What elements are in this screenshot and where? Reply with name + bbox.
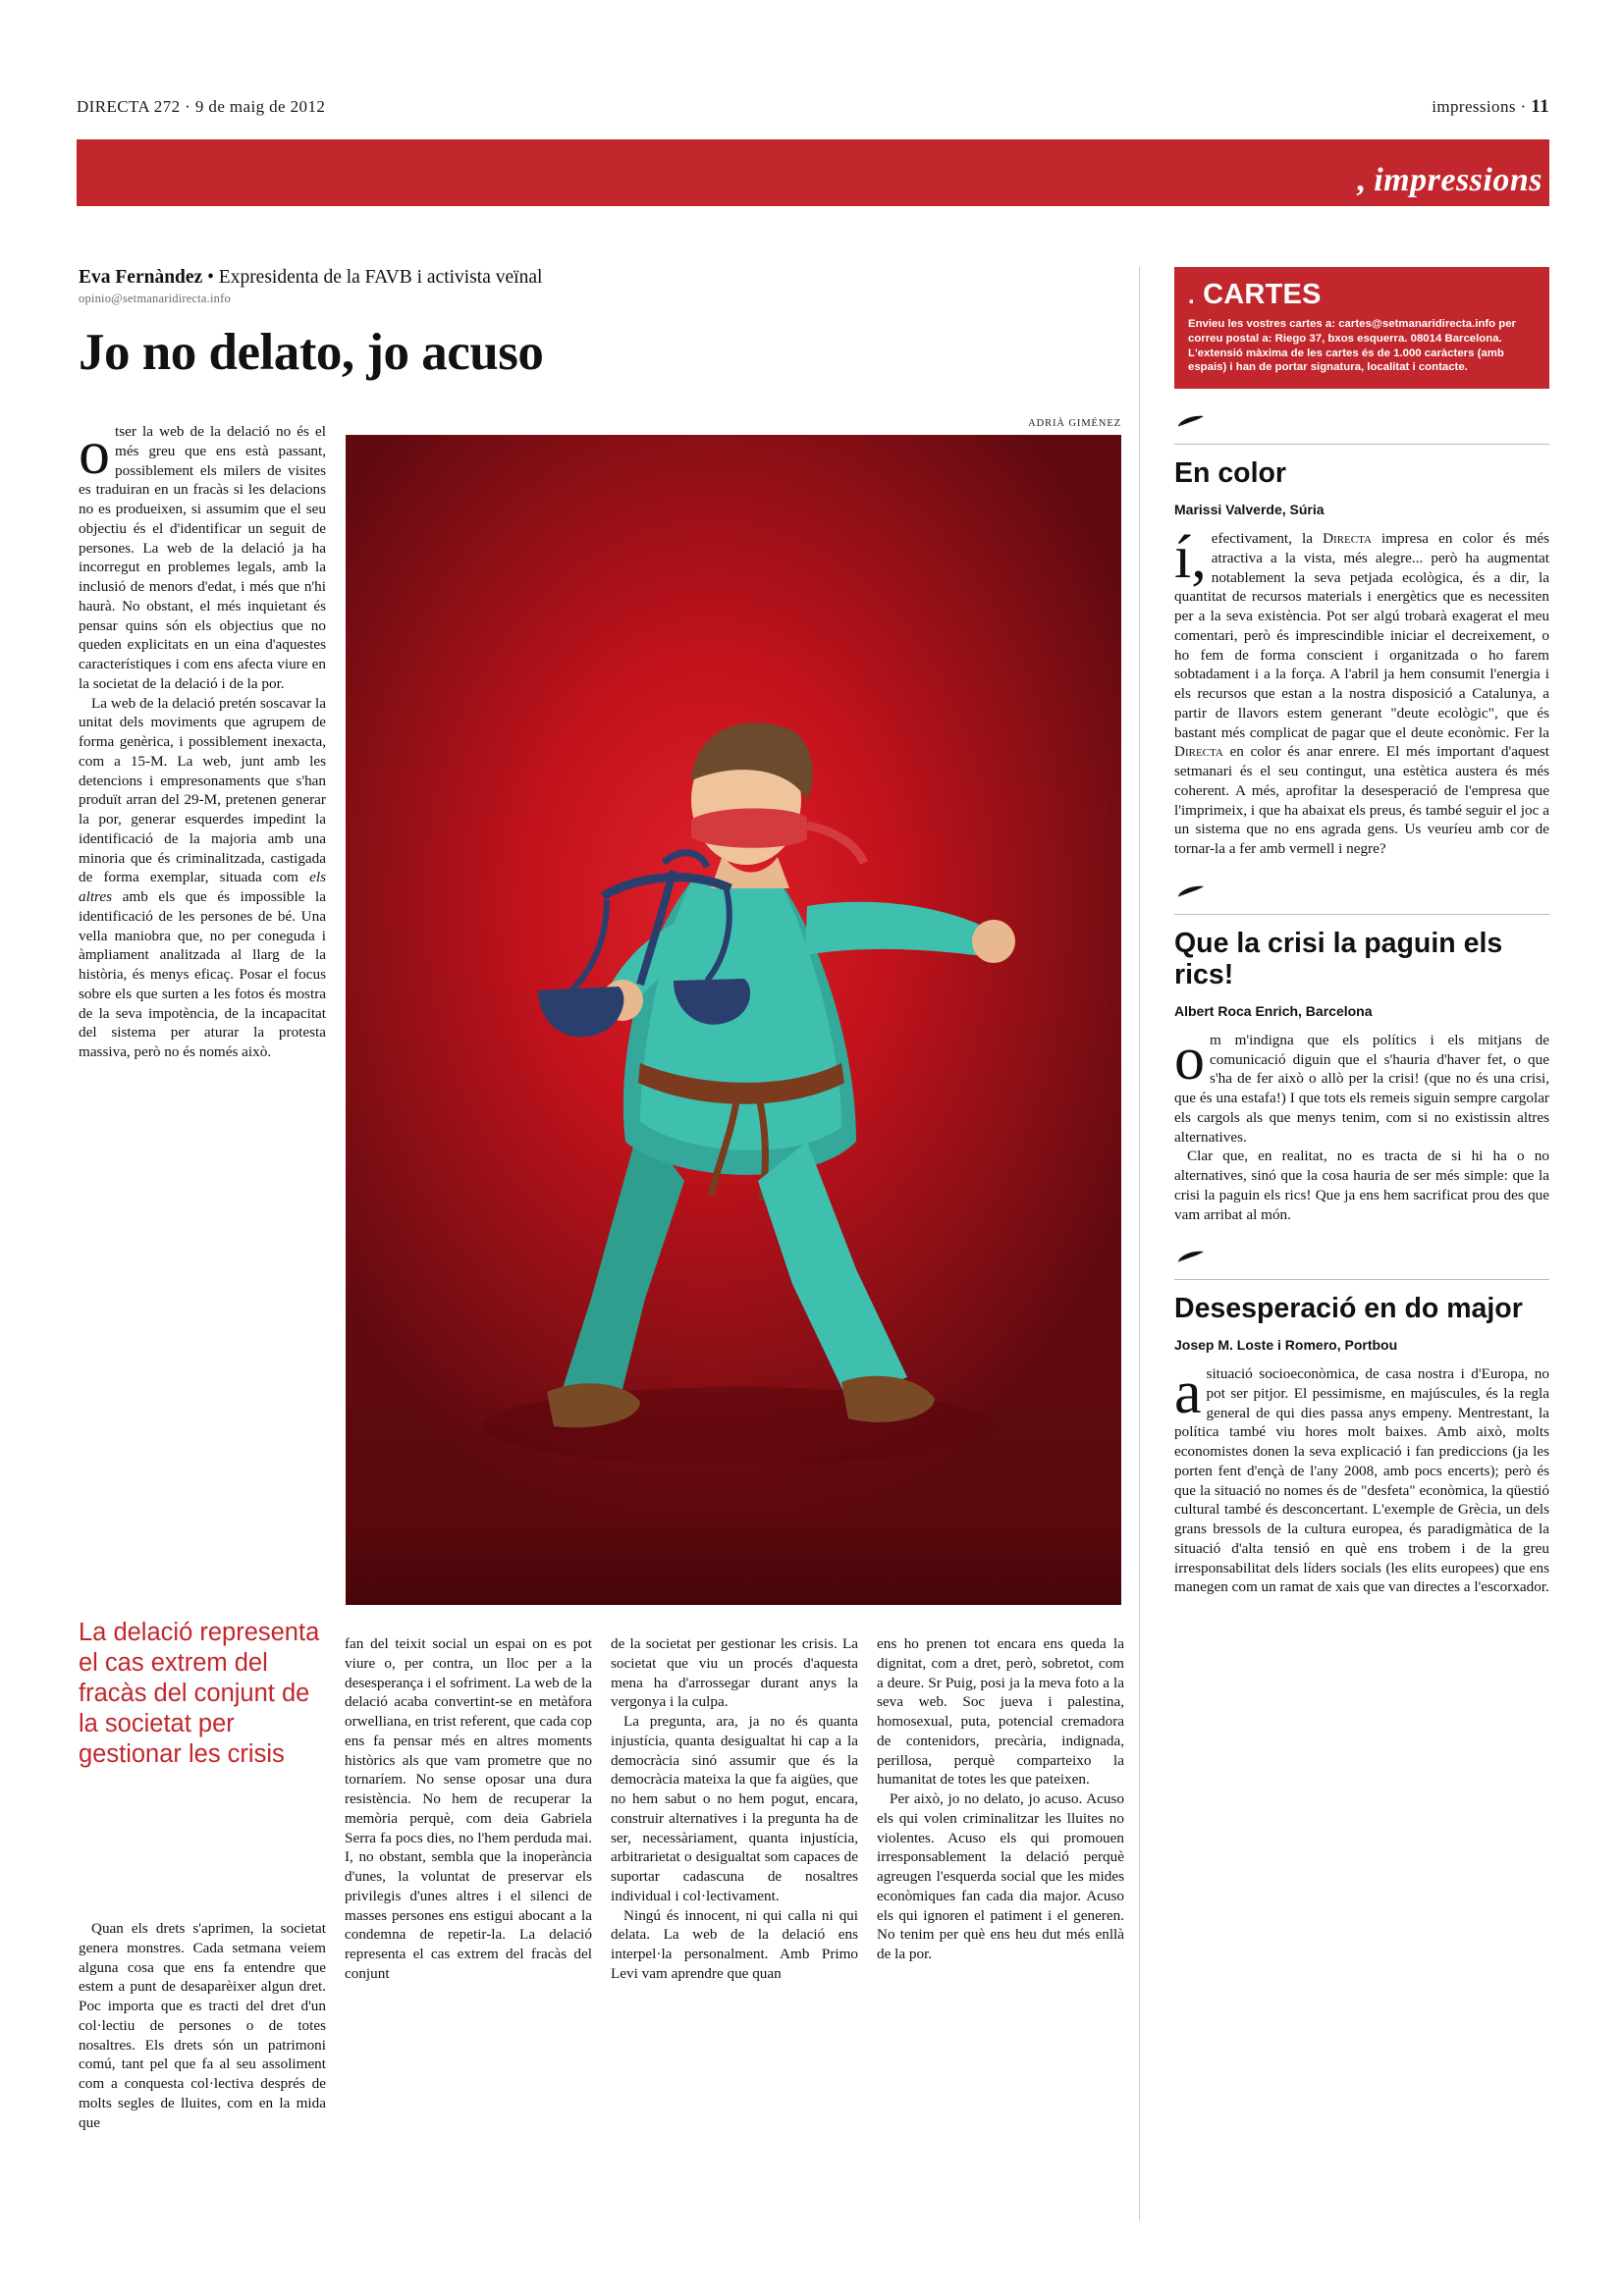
- masthead-separator: ·: [1520, 97, 1532, 116]
- letter-title: En color: [1174, 457, 1287, 490]
- letter-entry: [1174, 1250, 1549, 1597]
- article-column-1: [79, 417, 327, 1062]
- cartes-instructions: Envieu les vostres cartes a: cartes@setmanaridirecta.info per correu postal a: Riego 37, bxos esquerra. 08014 Barcelona. L'extensió màxima de les cartes és de 1.000 caràcters (amb espais) i han de portar signatura, localitat i contacte.: [1188, 318, 1516, 374]
- author-name: Eva Fernàndez: [79, 267, 203, 288]
- article-paragraph: ens ho prenen tot encara ens queda la dignitat, com a dret, però, sobretot, com a deure. Sr Puig, posi ja la meva foto a la seva web. Soc jueva i palestina, homosexual, puta, potencial cremadora de contenidors, precària, indignada, perillosa, perquè comparteixo la humanitat de totes les que pateixen.: [877, 1635, 1124, 1789]
- letters-rail: [1174, 267, 1549, 1597]
- letter-paragraph: [1174, 524, 1550, 859]
- photo-frame: [346, 435, 1121, 1605]
- article-paragraph: Per això, jo no delato, jo acuso. Acuso els qui volen criminalitzar les lluites no violentes. Acuso els qui promouen irresponsablement la delació perquè agreugen l'esquerda social que les mides econòmiques fan cada dia major. Acuso els qui ignoren el patiment i el generen. No tenim per què ens heu dut més enllà de la por.: [877, 1790, 1124, 1962]
- masthead-section-page: [1432, 96, 1549, 118]
- masthead: [77, 96, 1549, 118]
- letter-text: impresa en color és més atractiva a la vista, més alegre... però ha augmentat notablement la seva petjada ecològica, és a dir, la quantitat de recursos materials i energètics que es necessiten per a la seva existència. Pot ser algú trobarà exagerat el meu comentari, però és imprescindible iniciar el decreixement, o ho fem de forma conscient i organitzada o ho farem sobtadament i a la força. A l'abril ja hem consumit l'energia i els recursos que estan a la nostra disposició a Catalunya, a partir de llavors estem generant "deute ecològic", que és bastant més complicat de pagar que el deute econòmic. Fer la: [1174, 530, 1550, 741]
- article-paragraph: La pregunta, ara, ja no és quanta injustícia, quanta desigualtat hi cap a la democràcia sinó assumir que és la democràcia mateixa la que fa aigües, que no hem sabut o no hem pogut, encara, construir alternatives i la pregunta ha de ser, necessàriament, quanta injustícia, arbitrarietat o desigualtat som capaces de suportar cadascuna de nosaltres individual i col·lectivament.: [611, 1713, 858, 1904]
- column-divider: [1139, 267, 1140, 2220]
- article-emphasis: els altres: [79, 869, 326, 905]
- author-role: • Expresidenta de la FAVB i activista veïnal: [207, 267, 543, 288]
- letter-paragraph: Clar que, en realitat, no es tracta de si hi ha o no alternatives, sinó que la cosa hauria de ser més simple: que la crisi la paguin els rics! Que ja ens hem sacrificat prou des que vam arribat al món.: [1174, 1148, 1549, 1223]
- cartes-title: [1188, 279, 1536, 311]
- letter-title: Desesperació en do major: [1174, 1293, 1523, 1325]
- letter-text: en color és anar enrere. El més important d'aquest setmanari és el seu contingut, una estètica austera és més coherent. A més, aprofitar la desesperació de l'empresa que l'imprimeix, i que ha abaixat els preus, és també seguir el joc a un sistema que no ens agrada gens. Us veuríeu amb cor de tornar-la a fer amb vermell i negre?: [1174, 743, 1549, 858]
- letter-entry: [1174, 414, 1549, 859]
- dot-mark: .: [1188, 283, 1195, 309]
- page-number: 11: [1531, 96, 1549, 117]
- justice-figure-illustration: [346, 435, 1121, 1605]
- letter-entry: [1174, 884, 1549, 1224]
- masthead-issue: DIRECTA 272 · 9 de maig de 2012: [77, 97, 326, 116]
- article-paragraph-text: La web de la delació pretén soscavar la unitat dels moviments que agrupem de forma genèrica, i possiblement inexacta, com a 15-M. La web, junt amb les detencions i empresonaments que s'han produït arran del 29-M, pretenen generar la por, generar esquerdes impedint la identificació de la majoria amb una minoria que és criminalitzada, castigada de forma exemplar, situada com: [79, 694, 326, 886]
- letter-divider: [1174, 1279, 1549, 1280]
- section-banner-text: impressions: [1374, 162, 1542, 198]
- letter-body: [1174, 524, 1550, 859]
- letter-signature: Marissi Valverde, Súria: [1174, 502, 1325, 518]
- photo-credit: ADRIÀ GIMÉNEZ: [1028, 418, 1121, 429]
- article-paragraph: Quan els drets s'aprimen, la societat genera monstres. Cada setmana veiem alguna cosa que ens fa entendre que estem a punt de desaparèixer algun dret. Poc importa que es tracti del dret d'un col·lectiu de persones o de totes nosaltres. Els drets són un patrimoni comú, tant pel que fa al seu assoliment com a conquesta col·lectiva després de molts segles de lluites, com en la mida que: [79, 1920, 326, 2131]
- article-paragraph: [79, 694, 326, 1062]
- article-headline: Jo no delato, jo acuso: [79, 324, 544, 381]
- byline: [79, 267, 1124, 289]
- masthead-section: impressions: [1432, 97, 1516, 116]
- letter-signature: Albert Roca Enrich, Barcelona: [1174, 1002, 1373, 1019]
- article-paragraph: de la societat per gestionar les crisis. La societat que viu un procés d'aquesta mena ha d'arrossegar durant anys la vergonya i la culpa.: [611, 1635, 858, 1711]
- article-paragraph: Ningú és innocent, ni qui calla ni qui delata. La web de la delació ens interpel·la personalment. Amb Primo Levi vam aprendre que quan: [611, 1906, 858, 1982]
- article-photo: [346, 418, 1121, 1605]
- cartes-title-text: CARTES: [1203, 279, 1322, 310]
- article-column-5: [877, 1634, 1124, 1964]
- section-banner-label: [1356, 162, 1542, 199]
- author-email: opinio@setmanaridirecta.info: [79, 292, 231, 305]
- letter-text: í,efectivament, la: [1174, 524, 1324, 592]
- letter-body: [1174, 1360, 1549, 1597]
- comma-mark: ,: [1356, 162, 1366, 198]
- letter-smallcaps: Directa: [1323, 530, 1372, 548]
- article-paragraph: otser la web de la delació no és el més greu que ens està passant, possiblement els milers de visites es traduiran en un fracàs si les delacions no es produeixen, si assumim que el seu objectiu és el d'identificar un seguit de persones. La web de la delació ja ha incorregut en problemes legals, amb la inclusió de menors d'edat, i més que n'hi haurà. No obstant, el més inquietant és pensar quins són els objectius que no queden explicitats en un eina d'aquestes característiques i com ens afecta viure en la societat de la delació i de la por.: [79, 417, 326, 692]
- article-column-4: [611, 1634, 858, 1984]
- article-column-3: [345, 1634, 592, 1984]
- cartes-box: [1174, 267, 1549, 389]
- pull-quote: La delació representa el cas extrem del fracàs del conjunt de la societat per gestionar les crisis: [79, 1619, 320, 1769]
- letter-body: [1174, 1025, 1549, 1225]
- article-paragraph-text: amb els que és impossible la identificació de les persones de bé. Una vella maniobra que, no per coneguda i àmpliament analitzada al llarg de la història, és menys eficaç. Posar el focus sobre els que surten a les fotos és mostra de la seva impotència, de la incapacitat del sistema per aturar la protesta massiva, però no és només això.: [79, 888, 327, 1060]
- section-banner: [77, 139, 1549, 206]
- article-column-2: [79, 1919, 326, 2132]
- leaf-icon: [1176, 1250, 1206, 1263]
- letter-signature: Josep M. Loste i Romero, Portbou: [1174, 1337, 1398, 1354]
- letter-paragraph: asituació socioeconòmica, de casa nostra i d'Europa, no pot ser pitjor. El pessimisme, en majúscules, és la regla general de qui dies passa anys empeny. Mentrestant, la política també viu hores molt baixes. Amb això, molts economistes donen la seva explicació i fan prediccions (ja les porten fent d'ençà de l'any 2008, amb pocs encerts); però és que la situació no nomes és de "desfeta" econòmica, la qüestió cultural també és desconcertant. L'exemple de Grècia, un dels grans bressols de la cultura europea, és paradigmàtica de la situació d'alta tensió en què ens trobem i de la greu irresponsabilitat dels líders socials (les elits europees) que ens manegen com un ramat de xais que van directes a l'escorxador.: [1174, 1360, 1549, 1596]
- leaf-icon: [1176, 884, 1206, 898]
- letter-title: Que la crisi la paguin els rics!: [1174, 927, 1503, 990]
- letter-smallcaps: Directa: [1174, 743, 1223, 761]
- letter-divider: [1174, 914, 1549, 915]
- letter-paragraph: om m'indigna que els polítics i els mitjans de comunicació diguin que el s'hauria d'haver fet, o que s'ha de fer això o allò per la crisi! (que no és una crisi, que és una estafa!) I que tots els remeis siguin sempre cargolar els cargols als que menys tenim, com si no existissin altres alternatives.: [1174, 1025, 1549, 1146]
- letter-divider: [1174, 444, 1549, 445]
- article-paragraph: fan del teixit social un espai on es pot viure o, per contra, un lloc per a la desesperança i el sofriment. La web de la delació acaba convertint-se en metàfora orwelliana, en trist referent, que cada cop ens fa pensar més en altres moments històrics als que vam prometre que no tornaríem. No sense oposar una dura resistència. No hem de recuperar la memòria perquè, com deia Gabriela Serra fa pocs dies, no l'hem perduda mai. I, no obstant, sembla que la inoperància d'unes, la voluntat de preservar els privilegis d'unes altres i el silenci de masses persones ens estigui abocant a la condemna de repetir-la. La delació representa el cas extrem del fracàs del conjunt: [345, 1635, 592, 1982]
- leaf-icon: [1176, 414, 1206, 428]
- article-header: [79, 267, 1124, 395]
